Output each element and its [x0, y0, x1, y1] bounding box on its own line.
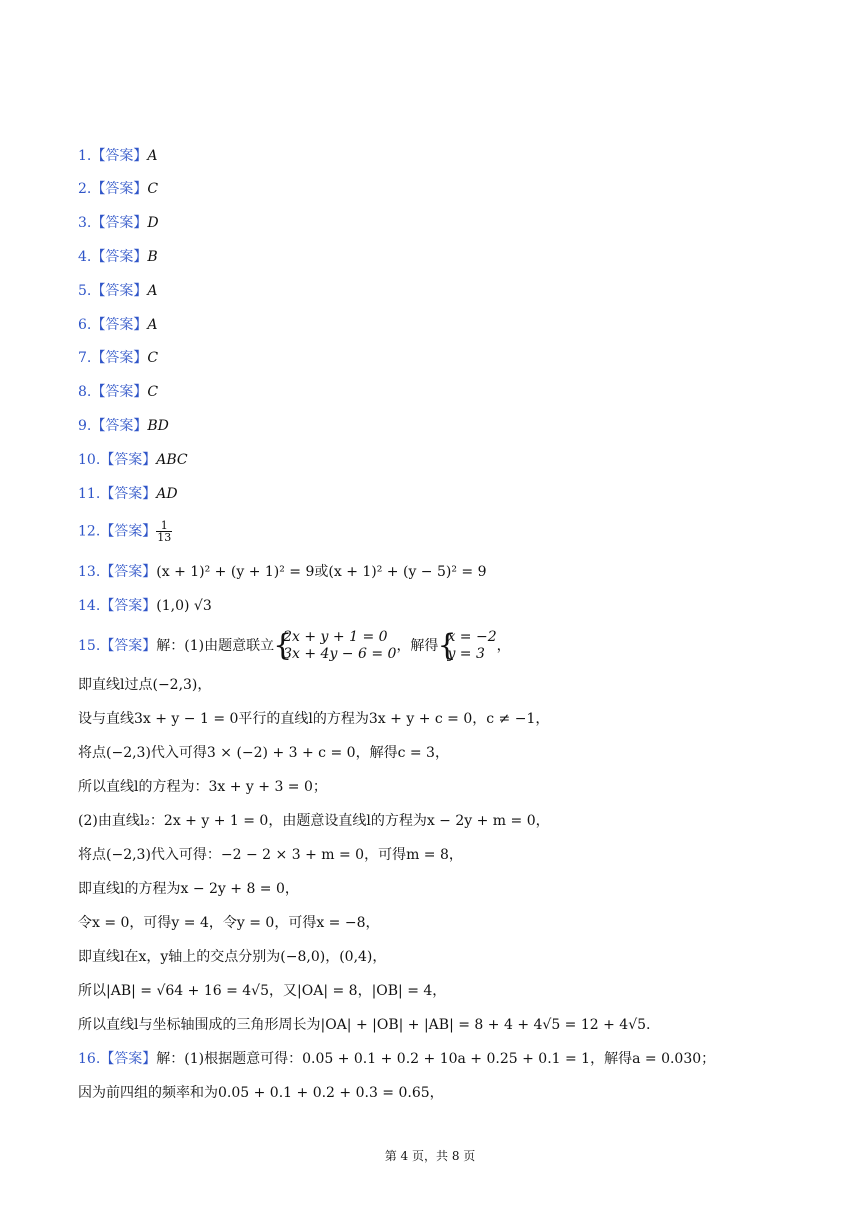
solution-line: 即直线l过点(−2,3)， — [78, 677, 212, 693]
solution-line: 将点(−2,3)代入可得：−2 − 2 × 3 + m = 0，可得m = 8， — [78, 847, 463, 863]
answer-value: A — [147, 283, 158, 299]
equation: y = 3 — [447, 646, 485, 662]
answer-tag: 【答案】 — [100, 1051, 157, 1067]
solution-line: 即直线l在x，y轴上的交点分别为(−8,0)，(0,4)， — [78, 949, 387, 965]
answer-value: AD — [156, 486, 178, 502]
question-number: 16. — [78, 1051, 101, 1067]
answer-value: A — [147, 148, 158, 164]
answer-tag: 【答案】 — [100, 598, 157, 614]
question-number: 7. — [78, 350, 92, 366]
answer-value: ABC — [156, 452, 188, 468]
solution-text: ，解得 — [396, 638, 439, 654]
answer-line-12 — [78, 520, 172, 543]
answer-value: C — [147, 384, 159, 400]
answer-value: (1,0) √3 — [156, 598, 212, 614]
answer-line — [78, 213, 159, 233]
answer-tag: 【答案】 — [91, 350, 148, 366]
answer-line-14 — [78, 596, 212, 616]
solution-system — [438, 629, 496, 663]
question-number: 14. — [78, 598, 101, 614]
answer-line-16 — [78, 1049, 715, 1069]
solution-text: ， — [496, 638, 511, 654]
solution-line: 将点(−2,3)代入可得3 × (−2) + 3 + c = 0，解得c = 3， — [78, 745, 449, 761]
answer-tag: 【答案】 — [91, 384, 148, 400]
answer-value: BD — [147, 418, 169, 434]
answer-value: A — [147, 317, 158, 333]
answer-tag: 【答案】 — [91, 148, 148, 164]
question-number: 15. — [78, 638, 101, 654]
equation: { x = −2 — [447, 629, 497, 645]
answer-line — [78, 179, 158, 199]
answer-line — [78, 247, 158, 267]
fraction-denominator: 13 — [157, 531, 172, 544]
solution-line: 设与直线3x + y − 1 = 0平行的直线l的方程为3x + y + c = 0，c ≠ −1， — [78, 711, 550, 727]
equation: 3x + 4y − 6 = 0 — [283, 646, 397, 662]
answer-value: B — [147, 249, 158, 265]
answer-tag: 【答案】 — [100, 638, 157, 654]
answer-tag: 【答案】 — [91, 181, 148, 197]
equation-system — [274, 629, 396, 663]
question-number: 5. — [78, 283, 92, 299]
solution-line: 令x = 0，可得y = 4，令y = 0，可得x = −8， — [78, 915, 380, 931]
fraction-numerator: 1 — [156, 520, 172, 532]
solution-line: (2)由直线l₂：2x + y + 1 = 0，由题意设直线l的方程为x − 2y + m = 0， — [78, 813, 550, 829]
question-number: 10. — [78, 452, 101, 468]
equation: { 2x + y + 1 = 0 — [283, 629, 388, 645]
answer-tag: 【答案】 — [91, 418, 148, 434]
answer-line — [78, 146, 157, 166]
question-number: 9. — [78, 418, 92, 434]
answer-line — [78, 450, 188, 470]
answer-value: (x + 1)² + (y + 1)² = 9或(x + 1)² + (y − 5)² = 9 — [156, 564, 487, 580]
answer-tag: 【答案】 — [100, 523, 157, 540]
answer-value: C — [147, 181, 159, 197]
answer-line — [78, 315, 157, 335]
solution-line: 因为前四组的频率和为0.05 + 0.1 + 0.2 + 0.3 = 0.65， — [78, 1085, 444, 1101]
solution-text: 解：(1)根据题意可得：0.05 + 0.1 + 0.2 + 10a + 0.25 + 0.1 = 1，解得a = 0.030； — [156, 1051, 716, 1067]
answer-line-15 — [78, 628, 511, 664]
answer-line — [78, 416, 169, 436]
answer-line — [78, 281, 157, 301]
answer-tag: 【答案】 — [91, 249, 148, 265]
page-footer: 第 4 页，共 8 页 — [384, 1149, 476, 1163]
answer-tag: 【答案】 — [91, 317, 148, 333]
solution-line: 所以直线l与坐标轴围成的三角形周长为|OA| + |OB| + |AB| = 8 + 4 + 4√5 = 12 + 4√5. — [78, 1017, 651, 1033]
answer-tag: 【答案】 — [100, 452, 157, 468]
solution-line: 所以直线l的方程为：3x + y + 3 = 0； — [78, 779, 327, 795]
question-number: 1. — [78, 148, 92, 164]
answer-line — [78, 484, 178, 504]
question-number: 3. — [78, 215, 92, 231]
answer-line-13 — [78, 562, 487, 582]
answer-value: C — [147, 350, 159, 366]
question-number: 4. — [78, 249, 92, 265]
question-number: 8. — [78, 384, 92, 400]
answer-tag: 【答案】 — [91, 283, 148, 299]
question-number: 2. — [78, 181, 92, 197]
answer-tag: 【答案】 — [100, 486, 157, 502]
solution-intro: 解：(1)由题意联立 — [156, 638, 275, 654]
solution-line: 即直线l的方程为x − 2y + 8 = 0， — [78, 881, 299, 897]
answer-line — [78, 348, 158, 368]
solution-line: 所以|AB| = √64 + 16 = 4√5，又|OA| = 8，|OB| = 4， — [78, 983, 447, 999]
answer-tag: 【答案】 — [100, 564, 157, 580]
question-number: 12. — [78, 523, 101, 540]
fraction — [156, 520, 172, 543]
answer-value: D — [147, 215, 159, 231]
answer-tag: 【答案】 — [91, 215, 148, 231]
answer-line — [78, 382, 158, 402]
question-number: 11. — [78, 486, 101, 502]
question-number: 13. — [78, 564, 101, 580]
question-number: 6. — [78, 317, 92, 333]
